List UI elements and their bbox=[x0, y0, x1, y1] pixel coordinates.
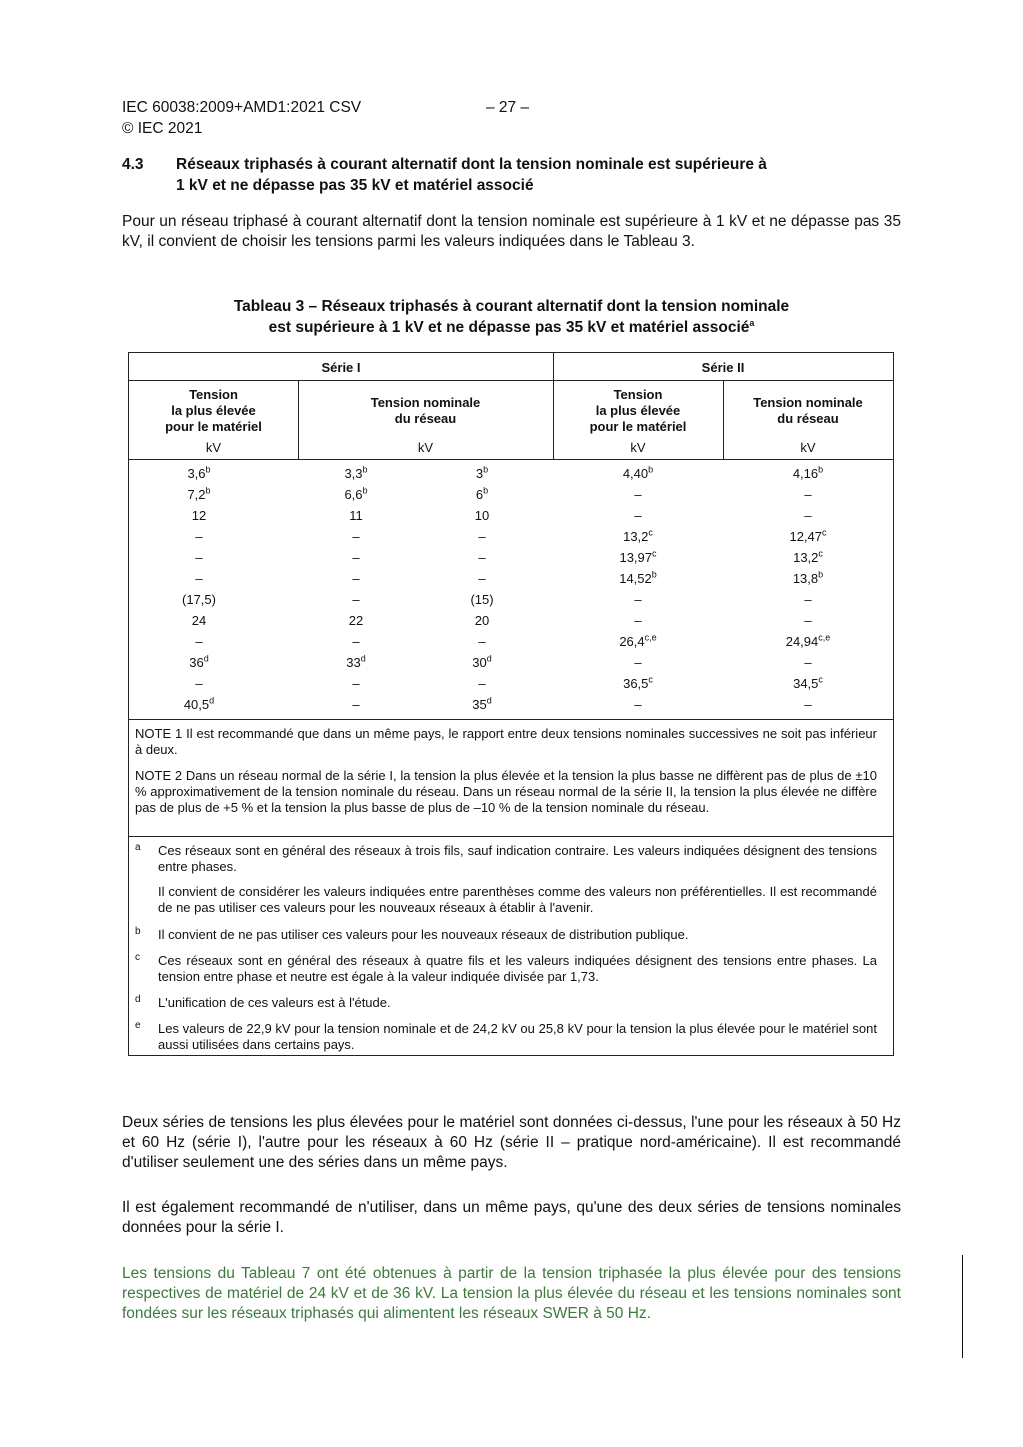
table-cell-highest-s1: 40,5$^d$ bbox=[183, 695, 215, 712]
table-cell-nominal-s2: – bbox=[804, 613, 812, 628]
table-cell-nominal-s2: 24,94$^{c,e}$ bbox=[785, 632, 831, 649]
series-2-header: Série II bbox=[701, 360, 745, 375]
table-cell-nominal-s1-a: – bbox=[352, 571, 360, 586]
table-cell-highest-s2: – bbox=[634, 697, 642, 712]
table-cell-highest-s1: 36$^d$ bbox=[189, 653, 209, 670]
section-title-line2: 1 kV et ne dépasse pas 35 kV et matériel associé bbox=[176, 177, 534, 194]
footnote-b-text: Il convient de ne pas utiliser ces valeurs pour les nouveaux réseaux de distribution publique. bbox=[158, 927, 689, 942]
table-cell-highest-s2: 14,52$^b$ bbox=[619, 569, 657, 586]
table-cell-highest-s1: – bbox=[195, 550, 203, 565]
table-cell-nominal-s1-b: 35$^d$ bbox=[472, 695, 492, 712]
unit-kv: kV bbox=[205, 440, 222, 455]
table-cell-highest-s2: 13,97$^c$ bbox=[619, 548, 657, 565]
footnote-a-text-2: Il convient de considérer les valeurs indiquées entre parenthèses comme des valeurs non préférentielles. Il est recommandé de ne pas utiliser ces valeurs pour les nouveaux réseaux à établir à l'avenir. bbox=[158, 884, 877, 915]
footnote-c-text: Ces réseaux sont en général des réseaux à quatre fils et les valeurs indiquées désignent des tensions entre phases. La tension entre phase et neutre est égale à la valeur indiquée divisée par 1,73. bbox=[158, 953, 877, 984]
paragraph-series-explanation: Deux séries de tensions les plus élevées pour le matériel sont données ci-dessus, l'une pour les réseaux à 50 Hz et 60 Hz (série I), l'autre pour les réseaux à 60 Hz (série II – pratique nord-américaine). Il est recommandé d'utiliser seulement une des séries dans un même pays. bbox=[122, 1114, 901, 1171]
table-cell-nominal-s2: 12,47$^c$ bbox=[789, 527, 827, 544]
document-id: IEC 60038:2009+AMD1:2021 CSV bbox=[122, 99, 362, 116]
col-nominal-voltage-s1: Tension nominale du réseau bbox=[370, 395, 481, 426]
table-cell-nominal-s1-b: 6$^b$ bbox=[475, 485, 489, 502]
table-cell-highest-s2: – bbox=[634, 613, 642, 628]
table-cell-highest-s2: 26,4$^{c,e}$ bbox=[619, 632, 657, 649]
footnote-d-mark: d bbox=[135, 994, 141, 1005]
footnote-a-text: Ces réseaux sont en général des réseaux à trois fils, sauf indication contraire. Les valeurs indiquées désignent des tensions entre phases. bbox=[158, 843, 877, 874]
table-caption-line2: est supérieure à 1 kV et ne dépasse pas 35 kV et matériel associé$^a$ bbox=[268, 317, 755, 336]
table-cell-nominal-s2: – bbox=[804, 697, 812, 712]
table-cell-nominal-s1-a: – bbox=[352, 550, 360, 565]
table-cell-highest-s2: 4,40$^b$ bbox=[622, 464, 654, 481]
table-cell-nominal-s1-b: – bbox=[478, 550, 486, 565]
table-cell-nominal-s2: – bbox=[804, 487, 812, 502]
table-cell-nominal-s1-a: 3,3$^b$ bbox=[344, 464, 368, 481]
section-number: 4.3 bbox=[122, 156, 144, 173]
table-cell-highest-s2: – bbox=[634, 592, 642, 607]
unit-kv: kV bbox=[630, 440, 646, 455]
table-cell-nominal-s1-b: – bbox=[478, 676, 486, 691]
table-cell-nominal-s2: 4,16$^b$ bbox=[792, 464, 824, 481]
paragraph-series-recommendation: Il est également recommandé de n'utiliser, dans un même pays, qu'une des deux séries de tensions nominales données pour la série I. bbox=[122, 1199, 901, 1236]
series-1-header: Série I bbox=[321, 360, 361, 375]
copyright: © IEC 2021 bbox=[122, 120, 203, 137]
table-cell-highest-s1: – bbox=[195, 634, 203, 649]
table-cell-highest-s1: (17,5) bbox=[182, 592, 216, 607]
footnote-a-mark: a bbox=[135, 842, 141, 853]
footnote-c-mark: c bbox=[135, 952, 140, 963]
table-cell-highest-s2: – bbox=[634, 655, 642, 670]
table-cell-highest-s2: – bbox=[634, 487, 642, 502]
table-cell-nominal-s1-a: – bbox=[352, 529, 360, 544]
table-cell-highest-s2: 13,2$^c$ bbox=[623, 527, 653, 544]
table-cell-nominal-s1-a: – bbox=[352, 634, 360, 649]
table-cell-nominal-s2: 13,2$^c$ bbox=[793, 548, 823, 565]
footnote-d-text: L'unification de ces valeurs est à l'étude. bbox=[158, 995, 391, 1010]
voltage-table bbox=[128, 352, 894, 1056]
table-cell-nominal-s1-b: 10 bbox=[474, 508, 490, 523]
table-cell-highest-s2: 36,5$^c$ bbox=[623, 674, 653, 691]
unit-kv: kV bbox=[417, 440, 434, 455]
footnote-e-text: Les valeurs de 22,9 kV pour la tension nominale et de 24,2 kV ou 25,8 kV pour la tension la plus élevée pour le matériel sont aussi utilisées dans certains pays. bbox=[158, 1021, 877, 1052]
table-cell-nominal-s1-b: 3$^b$ bbox=[475, 464, 489, 481]
table-cell-nominal-s1-b: 20 bbox=[474, 613, 490, 628]
table-cell-nominal-s2: 34,5$^c$ bbox=[793, 674, 823, 691]
table-cell-highest-s1: 24 bbox=[191, 613, 207, 628]
change-bar bbox=[962, 1255, 963, 1358]
table-cell-nominal-s2: – bbox=[804, 592, 812, 607]
page-number: – 27 – bbox=[486, 99, 530, 116]
footnote-e-mark: e bbox=[135, 1020, 141, 1031]
col-highest-voltage-s2: Tension la plus élevée pour le matériel bbox=[589, 387, 687, 434]
note-2: NOTE 2 Dans un réseau normal de la série I, la tension la plus élevée et la tension la plus basse ne diffèrent pas de plus de ±10 % approximativement de la tension nominale du réseau. Dans un réseau normal de la série II, la tension la plus élevée ne diffère pas de plus de +5 % et la tension la plus basse de plus de –10 % de la tension nominale du réseau. bbox=[135, 768, 877, 815]
col-nominal-voltage-s2: Tension nominale du réseau bbox=[753, 395, 863, 426]
table-cell-highest-s1: 3,6$^b$ bbox=[187, 464, 211, 481]
table-cell-nominal-s1-a: 22 bbox=[348, 613, 364, 628]
table-cell-nominal-s2: – bbox=[804, 508, 812, 523]
section-title-line1: Réseaux triphasés à courant alternatif dont la tension nominale est supérieure à bbox=[176, 156, 767, 173]
table-cell-highest-s1: – bbox=[195, 571, 203, 586]
table-cell-nominal-s1-a: – bbox=[352, 592, 360, 607]
table-cell-nominal-s1-a: – bbox=[352, 676, 360, 691]
table-cell-highest-s1: 12 bbox=[191, 508, 207, 523]
table-cell-nominal-s1-a: 6,6$^b$ bbox=[344, 485, 368, 502]
table-cell-nominal-s1-b: 30$^d$ bbox=[472, 653, 492, 670]
paragraph-amendment: Les tensions du Tableau 7 ont été obtenues à partir de la tension triphasée la plus élevée pour des tensions respectives de matériel de 24 kV et de 36 kV. La tension la plus élevée du réseau et les tensions nominales sont fondées sur les réseaux triphasés qui alimentent les réseaux SWER à 50 Hz. bbox=[122, 1265, 901, 1322]
table-cell-highest-s2: – bbox=[634, 508, 642, 523]
table-cell-nominal-s1-b: – bbox=[478, 634, 486, 649]
table-cell-nominal-s1-b: – bbox=[478, 529, 486, 544]
table-cell-nominal-s1-b: (15) bbox=[470, 592, 494, 607]
note-1: NOTE 1 Il est recommandé que dans un même pays, le rapport entre deux tensions nominales successives ne soit pas inférieur à deux. bbox=[135, 726, 877, 757]
table-cell-nominal-s1-a: – bbox=[352, 697, 360, 712]
table-cell-nominal-s1-a: 33$^d$ bbox=[346, 653, 366, 670]
table-caption-line1: Tableau 3 – Réseaux triphasés à courant alternatif dont la tension nominale bbox=[233, 298, 790, 315]
table-cell-highest-s1: 7,2$^b$ bbox=[187, 485, 211, 502]
table-cell-highest-s1: – bbox=[195, 676, 203, 691]
unit-kv: kV bbox=[800, 440, 816, 455]
intro-paragraph: Pour un réseau triphasé à courant alternatif dont la tension nominale est supérieure à 1 kV et ne dépasse pas 35 kV, il convient de choisir les tensions parmi les valeurs indiquées dans le Tableau 3. bbox=[122, 213, 901, 250]
table-cell-highest-s1: – bbox=[195, 529, 203, 544]
footnote-b-mark: b bbox=[135, 926, 141, 937]
table-cell-nominal-s2: – bbox=[804, 655, 812, 670]
table-cell-nominal-s2: 13,8$^b$ bbox=[792, 569, 824, 586]
table-cell-nominal-s1-a: 11 bbox=[349, 508, 363, 523]
table-cell-nominal-s1-b: – bbox=[478, 571, 486, 586]
col-highest-voltage-s1: Tension la plus élevée pour le matériel bbox=[165, 387, 262, 434]
